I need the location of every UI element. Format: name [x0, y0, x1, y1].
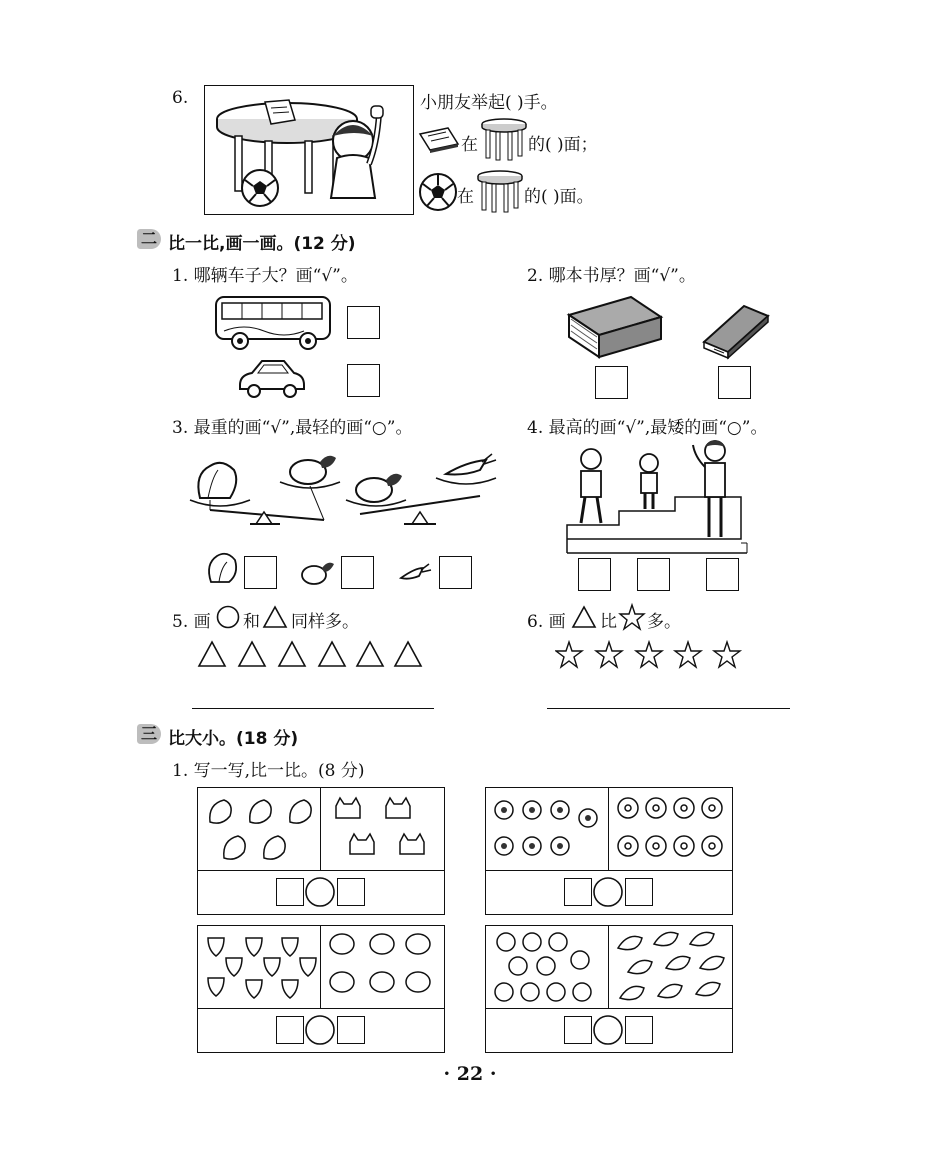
- answer-box-thin-book[interactable]: [718, 366, 751, 399]
- question-text: 和: [243, 612, 260, 632]
- section-title: 比一比,画一画。(12 分): [168, 234, 356, 254]
- question-text: 3. 最重的画“√”,最轻的画“○”。: [172, 418, 413, 438]
- question-text: 多。: [647, 612, 681, 632]
- cabbage-icon: [205, 550, 237, 586]
- page-number: · 22 ·: [443, 1063, 497, 1085]
- question-text: 1. 哪辆车子大？画“√”。: [172, 266, 358, 286]
- count-box-left[interactable]: [564, 878, 592, 906]
- answer-box-girl-middle[interactable]: [637, 558, 670, 591]
- stars-row: [555, 640, 745, 670]
- compare-circle[interactable]: [305, 1015, 335, 1045]
- compare-circle[interactable]: [593, 1015, 623, 1045]
- question-text: 5. 画: [172, 612, 211, 632]
- table-icon: [480, 118, 528, 160]
- watermelon-group: [326, 930, 442, 1006]
- triangles-row: [197, 640, 437, 670]
- answer-box-cabbage[interactable]: [244, 556, 277, 589]
- thin-book-illustration: [700, 302, 772, 358]
- eggplant-icon: [300, 558, 336, 586]
- count-box-right[interactable]: [337, 1016, 365, 1044]
- section-badge: 二: [137, 229, 161, 249]
- triangle-icon: [571, 605, 597, 629]
- answer-box-girl-left[interactable]: [578, 558, 611, 591]
- question-text: 比: [600, 612, 617, 632]
- answer-box-boy-right[interactable]: [706, 558, 739, 591]
- compare-panel-apple-mango: [485, 925, 733, 1053]
- position-text-zai: 在: [461, 135, 478, 155]
- compare-panel-shrimp-cat: [197, 787, 445, 915]
- count-box-left[interactable]: [564, 1016, 592, 1044]
- carrot-icon: [397, 558, 433, 586]
- apple-group: [490, 930, 608, 1006]
- compare-circle[interactable]: [305, 877, 335, 907]
- answer-box-thick-book[interactable]: [595, 366, 628, 399]
- dark-flower-group: [490, 794, 608, 866]
- book-icon: [418, 126, 460, 152]
- count-box-left[interactable]: [276, 1016, 304, 1044]
- compare-circle[interactable]: [593, 877, 623, 907]
- table-book-ball-boy-illustration: [205, 86, 412, 213]
- ball-position-blank: 的( )面。: [524, 187, 594, 207]
- hand-question-text: 小朋友举起( )手。: [420, 93, 558, 113]
- light-flower-group: [614, 794, 730, 866]
- answer-box-car[interactable]: [347, 364, 380, 397]
- answer-box-eggplant[interactable]: [341, 556, 374, 589]
- circle-icon: [216, 605, 240, 629]
- question-text: 4. 最高的画“√”,最矮的画“○”。: [527, 418, 768, 438]
- car-illustration: [236, 357, 306, 399]
- football-icon: [418, 172, 458, 212]
- question-text: 同样多。: [291, 612, 359, 632]
- book-position-blank: 的( )面；: [528, 135, 598, 155]
- mango-group: [614, 930, 730, 1006]
- balance-scales-illustration: [190, 440, 500, 535]
- children-on-steps-illustration: [565, 437, 750, 555]
- question-text: 2. 哪本书厚？画“√”。: [527, 266, 696, 286]
- answer-box-bus[interactable]: [347, 306, 380, 339]
- scene-picture-frame: [204, 85, 414, 215]
- section-badge: 三: [137, 724, 161, 744]
- cat-group: [326, 792, 442, 868]
- bus-illustration: [212, 291, 334, 351]
- star-icon: [619, 604, 645, 630]
- question-number: 6.: [172, 88, 189, 108]
- count-box-right[interactable]: [625, 1016, 653, 1044]
- answer-line[interactable]: [547, 708, 790, 709]
- table-icon: [476, 170, 524, 212]
- count-box-left[interactable]: [276, 878, 304, 906]
- compare-panel-strawberry-watermelon: [197, 925, 445, 1053]
- question-text: 1. 写一写,比一比。(8 分): [172, 761, 365, 781]
- count-box-right[interactable]: [337, 878, 365, 906]
- position-text-zai: 在: [457, 187, 474, 207]
- compare-panel-flowers: [485, 787, 733, 915]
- shrimp-group: [202, 792, 320, 868]
- answer-line[interactable]: [192, 708, 434, 709]
- question-text: 6. 画: [527, 612, 566, 632]
- count-box-right[interactable]: [625, 878, 653, 906]
- thick-book-illustration: [565, 293, 665, 361]
- answer-box-carrot[interactable]: [439, 556, 472, 589]
- triangle-icon: [262, 605, 288, 629]
- section-title: 比大小。(18 分): [168, 729, 299, 749]
- strawberry-group: [202, 930, 320, 1006]
